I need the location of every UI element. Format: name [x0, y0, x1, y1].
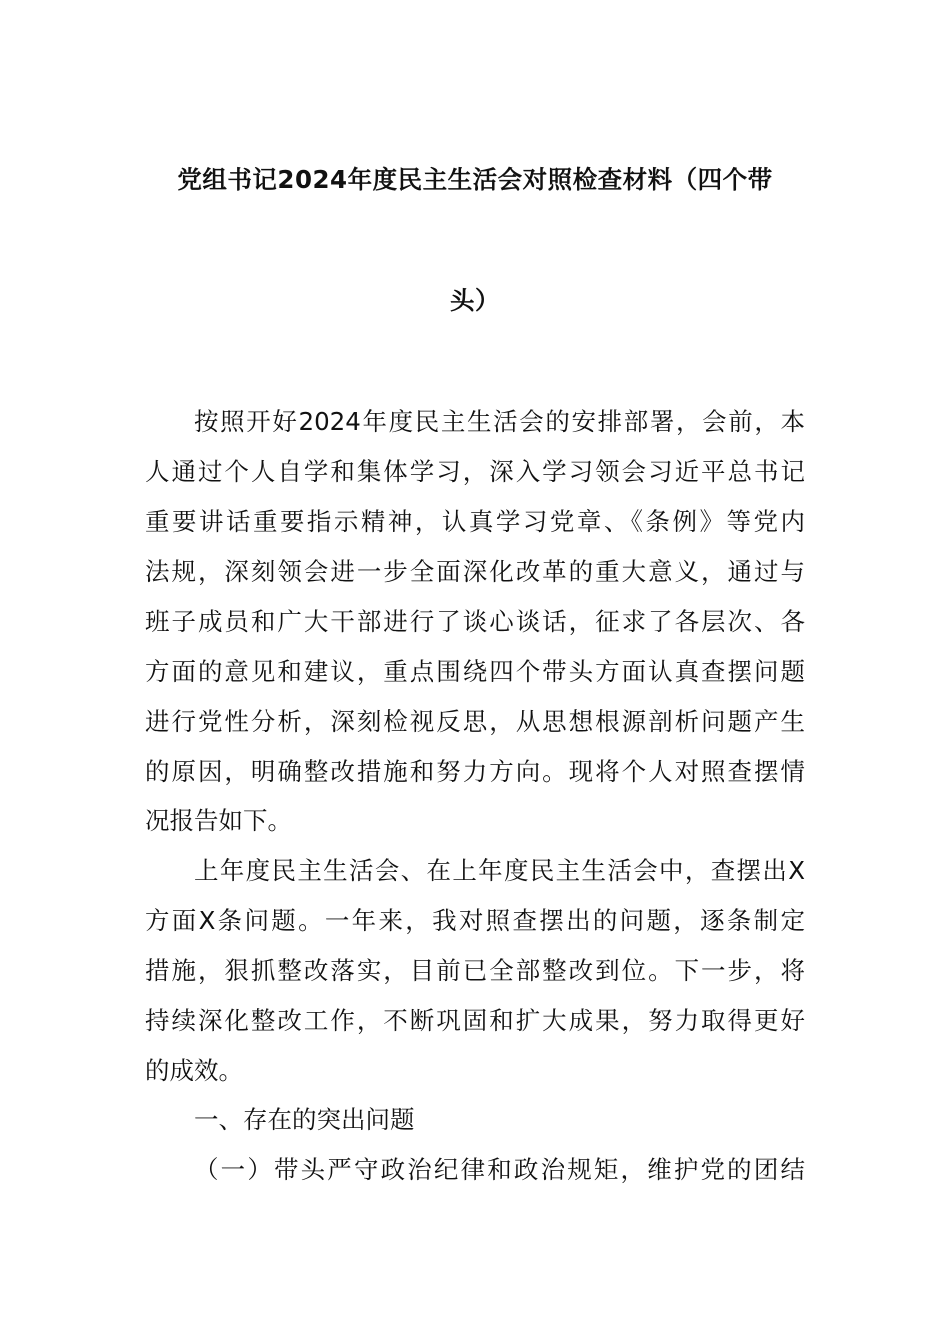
paragraph-1-line-1: 按照开好2024年度民主生活会的安排部署，会前，本 [194, 407, 805, 436]
paragraph-1-line-9: 况报告如下。 [145, 806, 292, 835]
subsection-heading: （一）带头严守政治纪律和政治规矩，维护党的团结 [194, 1155, 805, 1184]
paragraph-1-line-3: 重要讲话重要指示精神，认真学习党章、《条例》等党内 [145, 507, 805, 536]
paragraph-2-line-4: 持续深化整改工作，不断巩固和扩大成果，努力取得更好 [145, 1006, 805, 1035]
paragraph-1-line-7: 进行党性分析，深刻检视反思，从思想根源剖析问题产生 [145, 707, 805, 736]
paragraph-1-line-6: 方面的意见和建议，重点围绕四个带头方面认真查摆问题 [145, 657, 805, 686]
paragraph-2-line-3: 措施，狠抓整改落实，目前已全部整改到位。下一步，将 [145, 956, 805, 985]
document-title-line-2: 头） [450, 286, 500, 315]
paragraph-2-line-5: 的成效。 [145, 1056, 243, 1085]
document-title-line-1: 党组书记2024年度民主生活会对照检查材料（四个带 [177, 165, 773, 194]
paragraph-1-line-8: 的原因，明确整改措施和努力方向。现将个人对照查摆情 [145, 757, 805, 786]
paragraph-2-line-2: 方面X条问题。一年来，我对照查摆出的问题，逐条制定 [145, 906, 805, 935]
paragraph-1-line-4: 法规，深刻领会进一步全面深化改革的重大意义，通过与 [145, 557, 805, 586]
paragraph-1-line-5: 班子成员和广大干部进行了谈心谈话，征求了各层次、各 [145, 607, 805, 636]
paragraph-2-line-1: 上年度民主生活会、在上年度民主生活会中，查摆出X [194, 856, 805, 885]
paragraph-1-line-2: 人通过个人自学和集体学习，深入学习领会习近平总书记 [145, 457, 805, 486]
section-heading: 一、存在的突出问题 [194, 1105, 415, 1134]
